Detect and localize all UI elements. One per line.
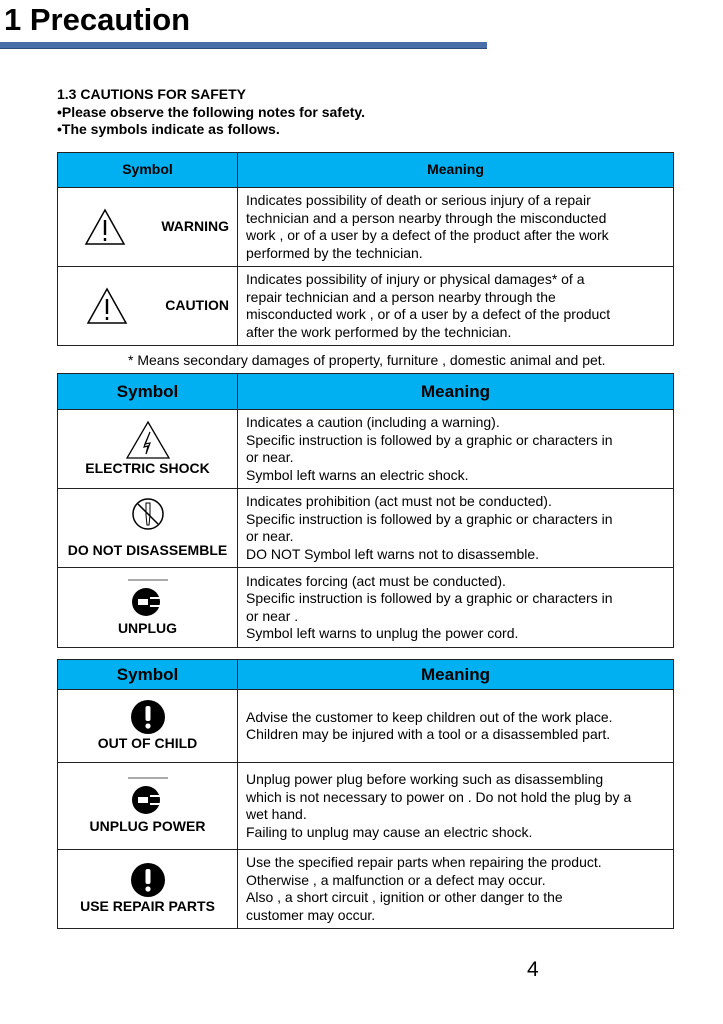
meaning-text: Indicates possibility of injury or physical damages* of a repair technician and a person nearby through the misconducted work , or of a user by a defect of the product after the work performed by the technician. <box>238 267 674 346</box>
table-row <box>58 763 674 850</box>
table-symbols-2 <box>57 373 674 648</box>
table-row <box>58 410 674 489</box>
symbol-label: WARNING <box>161 218 229 235</box>
symbol-label: USE REPAIR PARTS <box>80 898 215 915</box>
caution-triangle-icon <box>86 287 128 325</box>
meaning-text: Advise the customer to keep children out of the work place. Children may be injured with a tool or a disassembled part. <box>238 690 674 763</box>
footnote: * Means secondary damages of property, furniture , domestic animal and pet. <box>128 352 606 368</box>
table-row <box>58 267 674 346</box>
meaning-text: Indicates forcing (act must be conducted). Specific instruction is followed by a graphic or characters in or near . Symbol left warns to unplug the power cord. <box>238 568 674 648</box>
title-rule <box>0 42 487 49</box>
table-row <box>58 568 674 648</box>
meaning-text: Use the specified repair parts when repairing the product. Otherwise , a malfunction or a defect may occur. Also , a short circuit , ignition or other danger to the customer may occur. <box>238 850 674 929</box>
header-meaning: Meaning <box>238 153 674 188</box>
header-symbol: Symbol <box>58 374 238 410</box>
exclamation-circle-icon <box>130 699 166 735</box>
page-number: 4 <box>527 958 539 981</box>
table-symbols-3 <box>57 659 674 929</box>
symbol-label: UNPLUG <box>117 619 178 636</box>
header-meaning: Meaning <box>238 660 674 690</box>
page-title: 1 Precaution <box>4 2 191 37</box>
symbol-label: ELECTRIC SHOCK <box>85 460 210 477</box>
table-row <box>58 489 674 568</box>
intro-line: •Please observe the following notes for safety. <box>57 103 366 120</box>
symbol-label: OUT OF CHILD <box>97 735 198 752</box>
table-row <box>58 850 674 929</box>
unplug-icon <box>126 776 170 818</box>
meaning-text: Indicates possibility of death or serious injury of a repair technician and a person nearby through the misconducted work , or of a user by a defect of the product after the work performed by the technician. <box>238 188 674 267</box>
intro-line: •The symbols indicate as follows. <box>57 121 280 137</box>
intro <box>57 86 365 139</box>
table-warning-caution <box>57 152 674 346</box>
header-symbol: Symbol <box>58 660 238 690</box>
meaning-text: Unplug power plug before working such as disassembling which is not necessary to power on . Do not hold the plug by a wet hand. Failing to unplug may cause an electric shock. <box>238 763 674 850</box>
meaning-text: Indicates prohibition (act must not be conducted). Specific instruction is followed by a graphic or characters in or near. DO NOT Symbol left warns not to disassemble. <box>238 489 674 568</box>
exclamation-circle-icon <box>130 862 166 898</box>
meaning-text: Indicates a caution (including a warning). Specific instruction is followed by a graphic or characters in or near. Symbol left warns an electric shock. <box>238 410 674 489</box>
section-heading: 1.3 CAUTIONS FOR SAFETY <box>57 86 247 102</box>
table-row <box>58 690 674 763</box>
electric-shock-icon <box>125 420 171 460</box>
header-symbol: Symbol <box>58 153 238 188</box>
symbol-label: DO NOT DISASSEMBLE <box>67 542 228 559</box>
symbol-label: CAUTION <box>165 297 229 314</box>
unplug-icon <box>126 578 170 620</box>
warning-triangle-icon <box>84 208 126 246</box>
table-row <box>58 188 674 267</box>
no-disassemble-icon <box>130 496 166 532</box>
symbol-label: UNPLUG POWER <box>89 818 206 835</box>
header-meaning: Meaning <box>238 374 674 410</box>
